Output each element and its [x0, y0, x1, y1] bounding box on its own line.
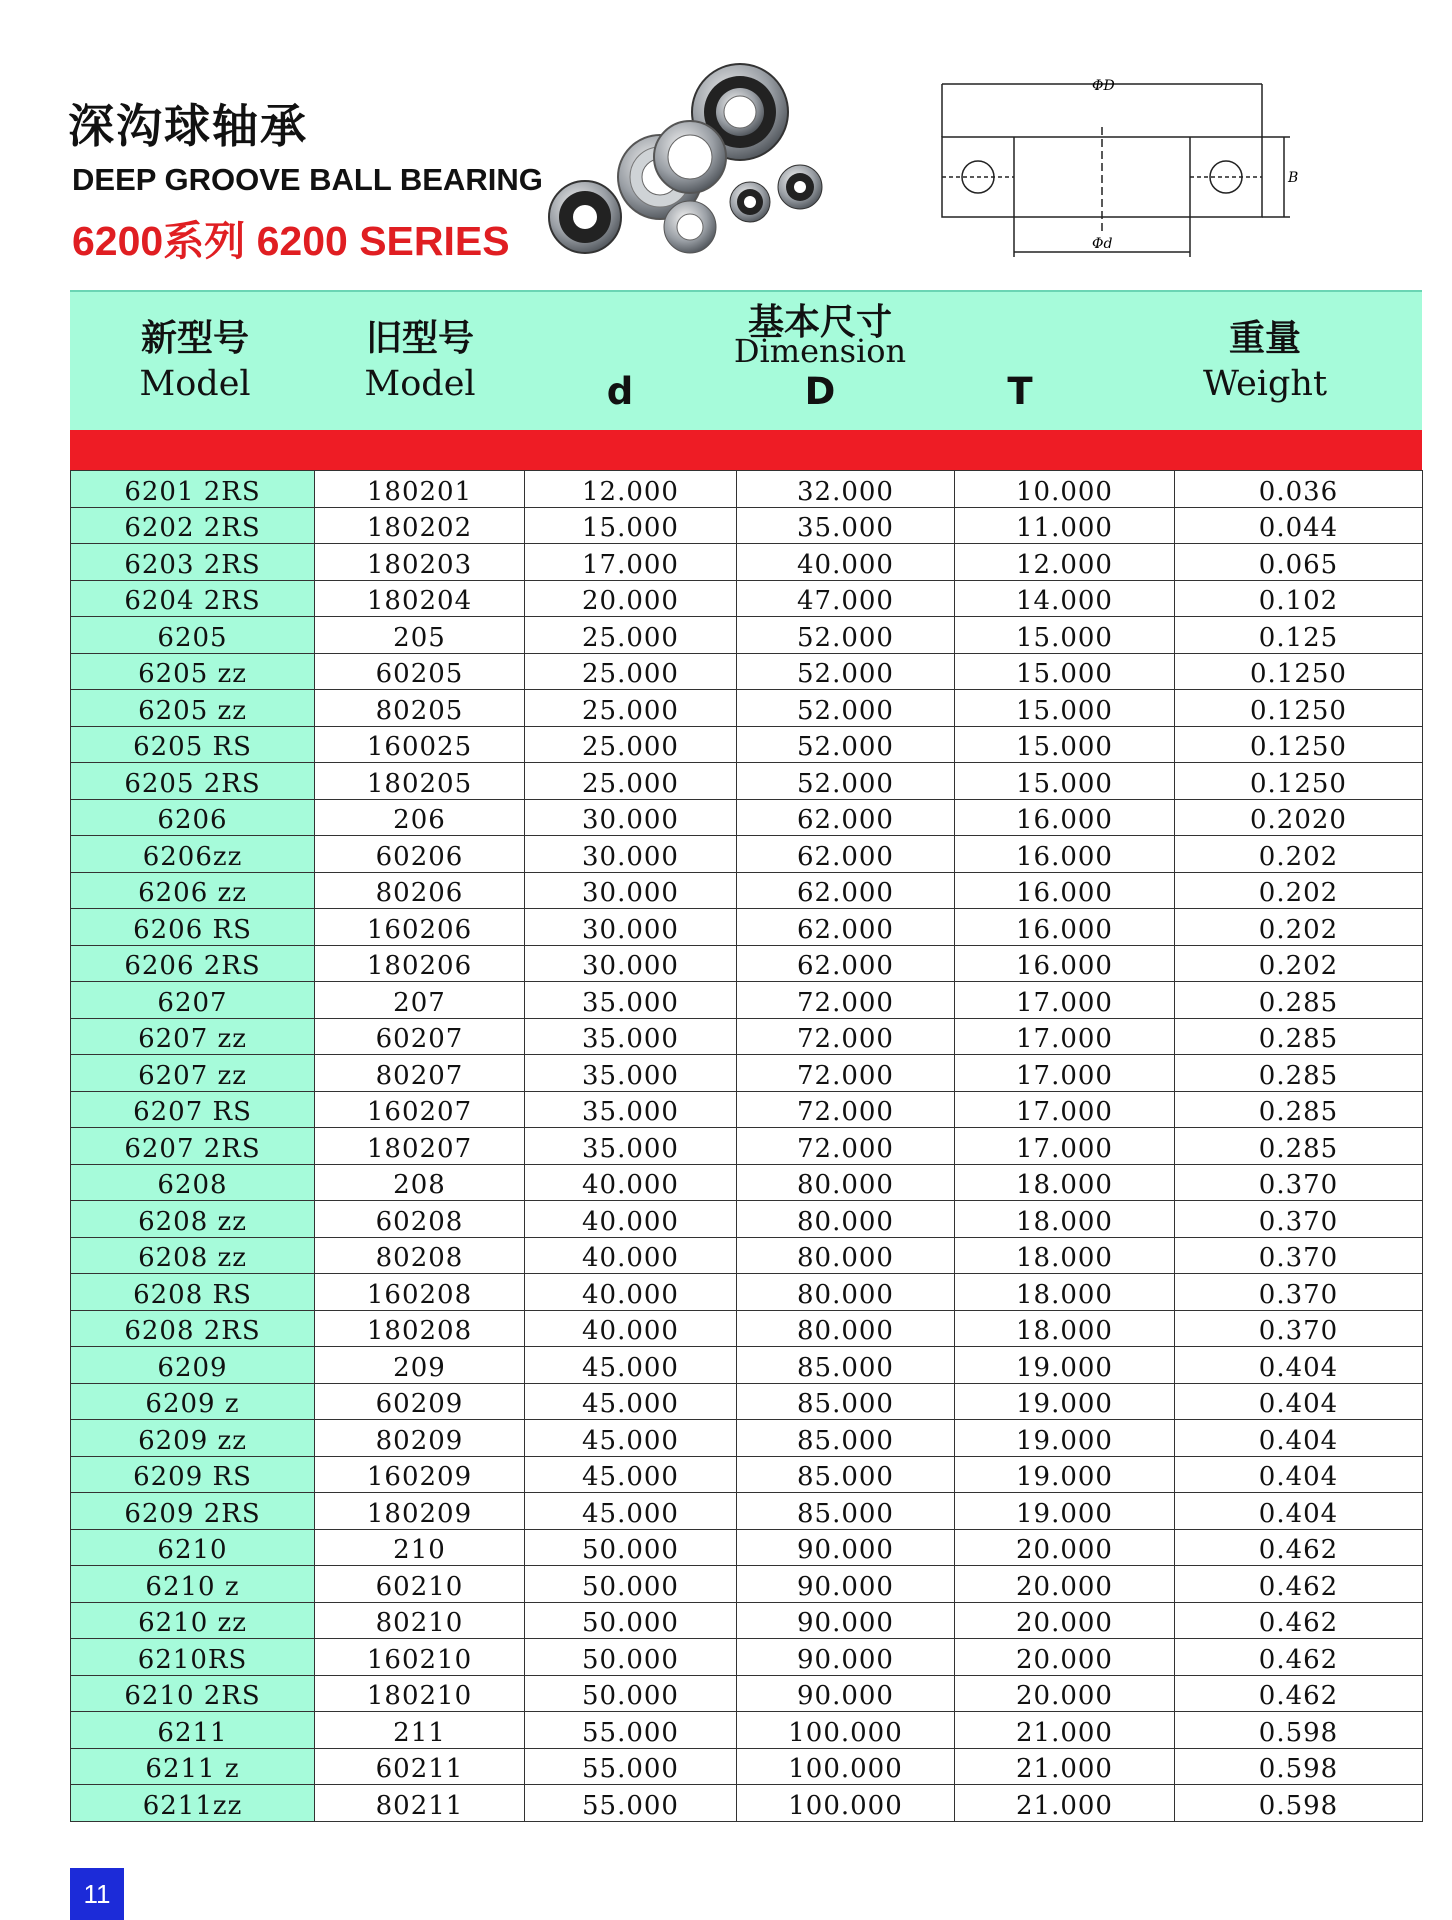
table-cell: 12.000 — [955, 544, 1175, 581]
table-cell: 35.000 — [525, 1055, 737, 1092]
table-cell: 80.000 — [737, 1201, 955, 1238]
table-cell: 45.000 — [525, 1456, 737, 1493]
table-row — [71, 1566, 1423, 1603]
table-cell: 52.000 — [737, 617, 955, 654]
table-row — [71, 1529, 1423, 1566]
table-cell: 20.000 — [525, 580, 737, 617]
table-cell: 72.000 — [737, 1018, 955, 1055]
table-cell: 0.2020 — [1175, 799, 1423, 836]
table-cell: 15.000 — [955, 690, 1175, 727]
table-cell: 35.000 — [525, 1091, 737, 1128]
table-cell: 6206zz — [71, 836, 315, 873]
table-cell: 207 — [315, 982, 525, 1019]
table-cell: 72.000 — [737, 1091, 955, 1128]
table-cell: 160210 — [315, 1639, 525, 1676]
col-dimension-en: Dimension — [733, 332, 907, 370]
table-cell: 20.000 — [955, 1639, 1175, 1676]
table-cell: 0.598 — [1175, 1785, 1423, 1822]
table-row — [71, 653, 1423, 690]
table-cell: 0.202 — [1175, 872, 1423, 909]
table-row — [71, 799, 1423, 836]
page-title-en: DEEP GROOVE BALL BEARING — [72, 162, 543, 197]
table-cell: 55.000 — [525, 1712, 737, 1749]
table-cell: 16.000 — [955, 799, 1175, 836]
table-cell: 180202 — [315, 507, 525, 544]
col-weight-cn: 重量 — [1228, 318, 1301, 359]
table-cell: 32.000 — [737, 471, 955, 508]
table-row — [71, 1675, 1423, 1712]
table-cell: 0.598 — [1175, 1748, 1423, 1785]
table-cell: 60210 — [315, 1566, 525, 1603]
table-cell: 6208 — [71, 1164, 315, 1201]
table-cell: 0.285 — [1175, 1055, 1423, 1092]
table-cell: 6207 — [71, 982, 315, 1019]
table-cell: 17.000 — [525, 544, 737, 581]
table-row — [71, 1164, 1423, 1201]
table-cell: 20.000 — [955, 1602, 1175, 1639]
table-cell: 20.000 — [955, 1566, 1175, 1603]
table-cell: 11.000 — [955, 507, 1175, 544]
table-cell: 72.000 — [737, 1055, 955, 1092]
col-old-model-cn: 旧型号 — [365, 318, 474, 359]
table-cell: 90.000 — [737, 1639, 955, 1676]
table-row — [71, 1785, 1423, 1822]
table-cell: 55.000 — [525, 1785, 737, 1822]
table-row — [71, 1602, 1423, 1639]
table-cell: 50.000 — [525, 1529, 737, 1566]
table-cell: 6209 RS — [71, 1456, 315, 1493]
table-cell: 0.404 — [1175, 1347, 1423, 1384]
table-cell: 21.000 — [955, 1785, 1175, 1822]
table-cell: 17.000 — [955, 1018, 1175, 1055]
table-cell: 80.000 — [737, 1237, 955, 1274]
table-cell: 25.000 — [525, 617, 737, 654]
table-cell: 6205 — [71, 617, 315, 654]
table-cell: 19.000 — [955, 1456, 1175, 1493]
table-cell: 62.000 — [737, 872, 955, 909]
table-cell: 40.000 — [525, 1237, 737, 1274]
table-row — [71, 1456, 1423, 1493]
tiny-bearing-icon — [730, 165, 822, 222]
table-cell: 209 — [315, 1347, 525, 1384]
table-cell: 205 — [315, 617, 525, 654]
table-cell: 180208 — [315, 1310, 525, 1347]
table-row — [71, 580, 1423, 617]
table-cell: 6206 — [71, 799, 315, 836]
table-cell: 10.000 — [955, 471, 1175, 508]
table-cell: 0.404 — [1175, 1383, 1423, 1420]
col-T: T — [1007, 370, 1033, 413]
table-cell: 18.000 — [955, 1310, 1175, 1347]
table-cell: 85.000 — [737, 1383, 955, 1420]
bearing-spec-table — [70, 290, 1422, 1822]
table-row — [71, 1420, 1423, 1457]
col-d: d — [606, 370, 634, 413]
table-cell: 6207 2RS — [71, 1128, 315, 1165]
table-cell: 160025 — [315, 726, 525, 763]
table-cell: 35.000 — [525, 982, 737, 1019]
table-cell: 52.000 — [737, 763, 955, 800]
spec-table-body — [70, 470, 1423, 1822]
table-cell: 0.202 — [1175, 836, 1423, 873]
header-red-bar — [70, 430, 1422, 470]
table-cell: 0.065 — [1175, 544, 1423, 581]
table-cell: 6210RS — [71, 1639, 315, 1676]
bearing-photo — [540, 62, 850, 262]
table-cell: 15.000 — [955, 763, 1175, 800]
table-cell: 6208 RS — [71, 1274, 315, 1311]
table-cell: 160209 — [315, 1456, 525, 1493]
table-cell: 80206 — [315, 872, 525, 909]
table-cell: 19.000 — [955, 1420, 1175, 1457]
table-cell: 30.000 — [525, 872, 737, 909]
table-cell: 100.000 — [737, 1712, 955, 1749]
table-cell: 0.598 — [1175, 1712, 1423, 1749]
table-cell: 85.000 — [737, 1347, 955, 1384]
table-cell: 40.000 — [525, 1164, 737, 1201]
table-cell: 80208 — [315, 1237, 525, 1274]
table-cell: 80207 — [315, 1055, 525, 1092]
table-cell: 100.000 — [737, 1785, 955, 1822]
table-row — [71, 617, 1423, 654]
table-cell: 0.462 — [1175, 1529, 1423, 1566]
col-weight-en: Weight — [1202, 364, 1328, 404]
table-cell: 0.044 — [1175, 507, 1423, 544]
table-cell: 6210 2RS — [71, 1675, 315, 1712]
table-cell: 18.000 — [955, 1237, 1175, 1274]
table-cell: 17.000 — [955, 1091, 1175, 1128]
table-cell: 40.000 — [525, 1274, 737, 1311]
table-cell: 62.000 — [737, 909, 955, 946]
table-cell: 6203 2RS — [71, 544, 315, 581]
table-cell: 6207 zz — [71, 1055, 315, 1092]
table-cell: 180204 — [315, 580, 525, 617]
table-cell: 6211zz — [71, 1785, 315, 1822]
table-row — [71, 982, 1423, 1019]
table-cell: 6202 2RS — [71, 507, 315, 544]
table-cell: 85.000 — [737, 1456, 955, 1493]
table-cell: 0.370 — [1175, 1274, 1423, 1311]
outer-diameter-label: ΦD — [1092, 78, 1115, 94]
table-cell: 0.1250 — [1175, 653, 1423, 690]
table-cell: 90.000 — [737, 1529, 955, 1566]
table-cell: 45.000 — [525, 1347, 737, 1384]
table-cell: 60209 — [315, 1383, 525, 1420]
table-cell: 6210 z — [71, 1566, 315, 1603]
table-cell: 180207 — [315, 1128, 525, 1165]
table-cell: 0.370 — [1175, 1164, 1423, 1201]
bearing-cross-section-drawing — [932, 72, 1302, 272]
table-cell: 180209 — [315, 1493, 525, 1530]
table-cell: 160208 — [315, 1274, 525, 1311]
table-cell: 80.000 — [737, 1164, 955, 1201]
table-cell: 0.036 — [1175, 471, 1423, 508]
table-cell: 0.462 — [1175, 1566, 1423, 1603]
table-cell: 40.000 — [525, 1201, 737, 1238]
table-cell: 18.000 — [955, 1201, 1175, 1238]
table-cell: 35.000 — [525, 1018, 737, 1055]
table-cell: 6205 RS — [71, 726, 315, 763]
table-cell: 45.000 — [525, 1493, 737, 1530]
table-cell: 80.000 — [737, 1274, 955, 1311]
table-cell: 6201 2RS — [71, 471, 315, 508]
table-cell: 0.370 — [1175, 1237, 1423, 1274]
table-cell: 50.000 — [525, 1566, 737, 1603]
table-cell: 30.000 — [525, 909, 737, 946]
table-cell: 0.404 — [1175, 1420, 1423, 1457]
table-cell: 16.000 — [955, 945, 1175, 982]
table-cell: 0.462 — [1175, 1675, 1423, 1712]
table-cell: 0.125 — [1175, 617, 1423, 654]
table-cell: 17.000 — [955, 1128, 1175, 1165]
table-cell: 180205 — [315, 763, 525, 800]
table-row — [71, 690, 1423, 727]
table-cell: 85.000 — [737, 1420, 955, 1457]
table-cell: 0.285 — [1175, 1128, 1423, 1165]
table-cell: 6206 zz — [71, 872, 315, 909]
table-cell: 0.285 — [1175, 1018, 1423, 1055]
table-cell: 17.000 — [955, 982, 1175, 1019]
table-row — [71, 872, 1423, 909]
table-cell: 6209 2RS — [71, 1493, 315, 1530]
table-row — [71, 544, 1423, 581]
table-cell: 15.000 — [525, 507, 737, 544]
table-row — [71, 1748, 1423, 1785]
table-cell: 60207 — [315, 1018, 525, 1055]
table-cell: 25.000 — [525, 690, 737, 727]
table-cell: 6205 zz — [71, 653, 315, 690]
table-cell: 45.000 — [525, 1420, 737, 1457]
table-cell: 25.000 — [525, 726, 737, 763]
table-cell: 211 — [315, 1712, 525, 1749]
table-cell: 80211 — [315, 1785, 525, 1822]
table-cell: 90.000 — [737, 1675, 955, 1712]
table-cell: 15.000 — [955, 653, 1175, 690]
table-row — [71, 507, 1423, 544]
table-cell: 21.000 — [955, 1748, 1175, 1785]
table-cell: 19.000 — [955, 1383, 1175, 1420]
inner-diameter-label: Φd — [1092, 236, 1113, 252]
table-cell: 80210 — [315, 1602, 525, 1639]
table-cell: 6209 — [71, 1347, 315, 1384]
table-cell: 0.404 — [1175, 1493, 1423, 1530]
small-sealed-bearing-icon — [549, 181, 621, 253]
table-cell: 80.000 — [737, 1310, 955, 1347]
table-cell: 160206 — [315, 909, 525, 946]
table-cell: 72.000 — [737, 1128, 955, 1165]
table-row — [71, 1383, 1423, 1420]
table-cell: 6211 z — [71, 1748, 315, 1785]
table-cell: 6207 RS — [71, 1091, 315, 1128]
table-row — [71, 1274, 1423, 1311]
table-cell: 40.000 — [737, 544, 955, 581]
table-cell: 72.000 — [737, 982, 955, 1019]
table-row — [71, 763, 1423, 800]
table-cell: 0.404 — [1175, 1456, 1423, 1493]
table-cell: 0.462 — [1175, 1639, 1423, 1676]
table-cell: 16.000 — [955, 872, 1175, 909]
table-cell: 0.1250 — [1175, 726, 1423, 763]
table-row — [71, 1493, 1423, 1530]
series-title: 6200系列 6200 SERIES — [72, 218, 510, 264]
col-new-model-en: Model — [139, 364, 251, 404]
table-cell: 25.000 — [525, 763, 737, 800]
table-row — [71, 1091, 1423, 1128]
table-cell: 30.000 — [525, 945, 737, 982]
table-cell: 60208 — [315, 1201, 525, 1238]
table-cell: 35.000 — [737, 507, 955, 544]
table-row — [71, 909, 1423, 946]
table-cell: 16.000 — [955, 909, 1175, 946]
table-cell: 0.202 — [1175, 909, 1423, 946]
table-row — [71, 726, 1423, 763]
table-cell: 45.000 — [525, 1383, 737, 1420]
table-row — [71, 1201, 1423, 1238]
table-row — [71, 1237, 1423, 1274]
table-cell: 180210 — [315, 1675, 525, 1712]
table-cell: 19.000 — [955, 1493, 1175, 1530]
table-cell: 30.000 — [525, 799, 737, 836]
table-row — [71, 1018, 1423, 1055]
table-cell: 15.000 — [955, 617, 1175, 654]
col-new-model-cn: 新型号 — [140, 318, 249, 359]
table-cell: 80205 — [315, 690, 525, 727]
col-dimension-cn: 基本尺寸 — [747, 302, 892, 343]
table-row — [71, 1639, 1423, 1676]
page-number-badge: 11 — [70, 1868, 124, 1920]
table-row — [71, 1055, 1423, 1092]
table-cell: 100.000 — [737, 1748, 955, 1785]
table-cell: 90.000 — [737, 1602, 955, 1639]
table-cell: 80209 — [315, 1420, 525, 1457]
page-title-cn: 深沟球轴承 — [68, 99, 308, 153]
table-cell: 62.000 — [737, 836, 955, 873]
table-cell: 62.000 — [737, 799, 955, 836]
table-row — [71, 471, 1423, 508]
table-cell: 12.000 — [525, 471, 737, 508]
table-cell: 35.000 — [525, 1128, 737, 1165]
table-cell: 14.000 — [955, 580, 1175, 617]
table-cell: 16.000 — [955, 836, 1175, 873]
table-cell: 6205 2RS — [71, 763, 315, 800]
table-row — [71, 836, 1423, 873]
table-cell: 6208 zz — [71, 1201, 315, 1238]
table-cell: 55.000 — [525, 1748, 737, 1785]
table-cell: 160207 — [315, 1091, 525, 1128]
table-cell: 30.000 — [525, 836, 737, 873]
table-cell: 210 — [315, 1529, 525, 1566]
table-cell: 60205 — [315, 653, 525, 690]
table-cell: 0.202 — [1175, 945, 1423, 982]
table-cell: 21.000 — [955, 1712, 1175, 1749]
table-cell: 85.000 — [737, 1493, 955, 1530]
table-cell: 6209 z — [71, 1383, 315, 1420]
open-bearing-icon-2 — [654, 121, 726, 193]
table-cell: 0.370 — [1175, 1201, 1423, 1238]
table-cell: 52.000 — [737, 690, 955, 727]
table-cell: 62.000 — [737, 945, 955, 982]
table-cell: 6209 zz — [71, 1420, 315, 1457]
table-cell: 50.000 — [525, 1675, 737, 1712]
table-cell: 0.1250 — [1175, 690, 1423, 727]
table-cell: 52.000 — [737, 653, 955, 690]
table-cell: 208 — [315, 1164, 525, 1201]
table-cell: 47.000 — [737, 580, 955, 617]
table-cell: 0.102 — [1175, 580, 1423, 617]
table-cell: 25.000 — [525, 653, 737, 690]
table-cell: 180201 — [315, 471, 525, 508]
table-cell: 0.370 — [1175, 1310, 1423, 1347]
table-cell: 50.000 — [525, 1602, 737, 1639]
table-cell: 6211 — [71, 1712, 315, 1749]
table-cell: 60206 — [315, 836, 525, 873]
table-cell: 0.1250 — [1175, 763, 1423, 800]
table-cell: 6206 2RS — [71, 945, 315, 982]
table-cell: 6206 RS — [71, 909, 315, 946]
small-open-bearing-icon — [664, 201, 716, 253]
table-cell: 6207 zz — [71, 1018, 315, 1055]
width-label: B — [1288, 170, 1299, 186]
table-cell: 20.000 — [955, 1529, 1175, 1566]
table-cell: 0.285 — [1175, 982, 1423, 1019]
table-cell: 6205 zz — [71, 690, 315, 727]
table-cell: 17.000 — [955, 1055, 1175, 1092]
table-cell: 15.000 — [955, 726, 1175, 763]
table-cell: 90.000 — [737, 1566, 955, 1603]
table-cell: 18.000 — [955, 1164, 1175, 1201]
table-cell: 40.000 — [525, 1310, 737, 1347]
table-cell: 20.000 — [955, 1675, 1175, 1712]
table-cell: 180206 — [315, 945, 525, 982]
table-cell: 6204 2RS — [71, 580, 315, 617]
table-cell: 50.000 — [525, 1639, 737, 1676]
table-cell: 6208 zz — [71, 1237, 315, 1274]
table-cell: 6208 2RS — [71, 1310, 315, 1347]
table-header — [70, 290, 1422, 430]
table-cell: 206 — [315, 799, 525, 836]
table-cell: 180203 — [315, 544, 525, 581]
table-cell: 19.000 — [955, 1347, 1175, 1384]
table-row — [71, 1310, 1423, 1347]
col-D: D — [804, 370, 836, 413]
table-row — [71, 945, 1423, 982]
table-row — [71, 1712, 1423, 1749]
table-row — [71, 1347, 1423, 1384]
table-cell: 6210 — [71, 1529, 315, 1566]
table-cell: 0.462 — [1175, 1602, 1423, 1639]
table-cell: 6210 zz — [71, 1602, 315, 1639]
table-row — [71, 1128, 1423, 1165]
col-old-model-en: Model — [364, 364, 476, 404]
table-cell: 0.285 — [1175, 1091, 1423, 1128]
table-cell: 60211 — [315, 1748, 525, 1785]
table-cell: 18.000 — [955, 1274, 1175, 1311]
table-cell: 52.000 — [737, 726, 955, 763]
